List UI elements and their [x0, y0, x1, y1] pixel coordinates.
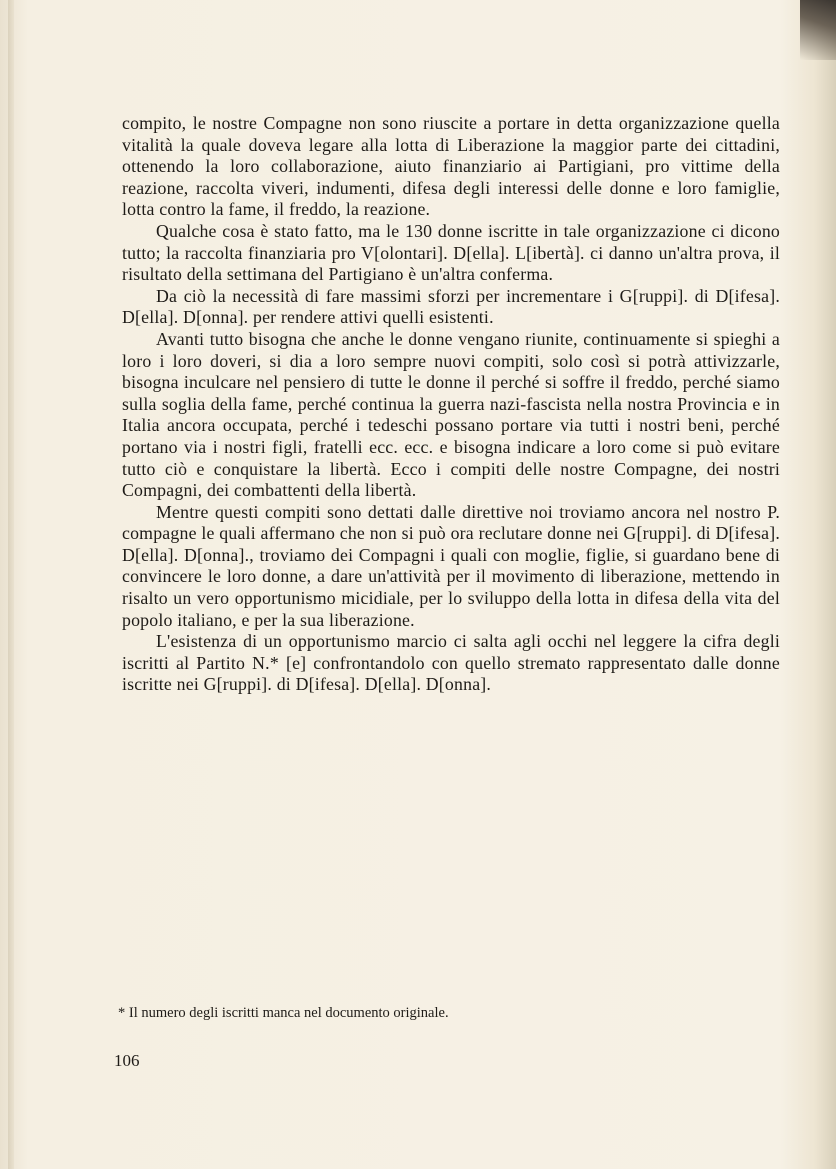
page-binding-edge [8, 0, 14, 1169]
paragraph-1: compito, le nostre Compagne non sono riuscite a portare in detta organizzazione quella vitalità la quale doveva legare alla lotta di Liberazione la maggior parte dei cittadini, ottenendo la loro collaborazione, aiuto finanziario ai Partigiani, pro vittime della reazione, raccolta viveri, indumenti, difesa degli interessi delle donne e loro famiglie, lotta contro la fame, il freddo, la reazione. [122, 113, 780, 220]
footnote: * Il numero degli iscritti manca nel documento originale. [118, 1005, 449, 1021]
paragraph-5: Mentre questi compiti sono dettati dalle direttive noi troviamo ancora nel nostro P. compagne le quali affermano che non si può ora reclutare donne nei G[ruppi]. di D[ifesa]. D[ella]. D[onna]., troviamo dei Compagni i quali con moglie, figlie, si guardano bene di convincere le loro donne, a dare un'attività per il movimento di liberazione, mettendo in risalto un vero opportunismo micidiale, per lo sviluppo della lotta in difesa della vita del popolo italiano, e per la sua liberazione. [122, 501, 780, 630]
page-number: 106 [114, 1051, 140, 1070]
page-corner-shadow [800, 0, 836, 60]
paragraph-6: L'esistenza di un opportunismo marcio ci salta agli occhi nel leggere la cifra degli iscritti al Partito N.* [e] confrontandolo con quello stremato rappresentato dalle donne iscritte nei G[ruppi]. di D[ifesa]. D[ella]. D[onna]. [122, 631, 780, 695]
body-text [122, 113, 780, 696]
paragraph-3: Da ciò la necessità di fare massimi sforzi per incrementare i G[ruppi]. di D[ifesa]. D[ella]. D[onna]. per rendere attivi quelli esistenti. [122, 285, 780, 328]
paragraph-2: Qualche cosa è stato fatto, ma le 130 donne iscritte in tale organizzazione ci dicono tutto; la raccolta finanziaria pro V[olontari]. D[ella]. L[ibertà]. ci danno un'altra prova, il risultato della settimana del Partigiano è un'altra conferma. [122, 220, 780, 285]
paragraph-4: Avanti tutto bisogna che anche le donne vengano riunite, continuamente si spieghi a loro i loro doveri, si dia a loro sempre nuovi compiti, solo così si potrà attivizzarle, bisogna inculcare nel pensiero di tutte le donne il perché si soffre il freddo, perché siamo sulla soglia della fame, perché continua la guerra nazi-fascista nella nostra Provincia e in Italia ancora occupata, perché i tedeschi possano portare via tutti i nostri beni, perché portano via i nostri figli, fratelli ecc. ecc. e bisogna indicare a loro come si può evitare tutto ciò e conquistare la libertà. Ecco i compiti delle nostre Compagne, dei nostri Compagni, dei combattenti della libertà. [122, 328, 780, 501]
